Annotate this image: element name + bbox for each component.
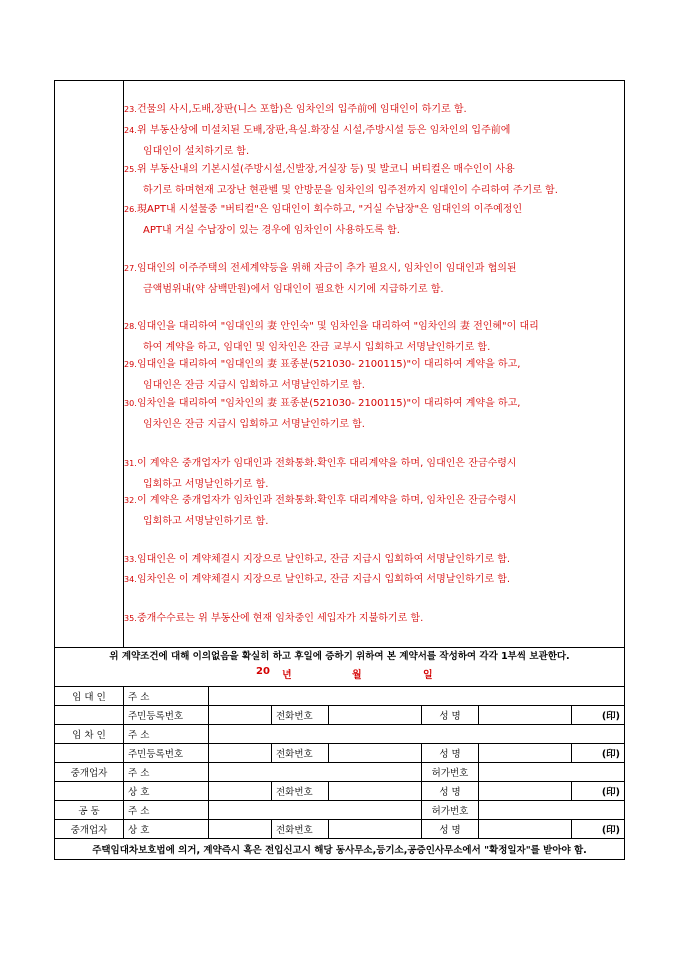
joint-agent-company-field[interactable] xyxy=(209,820,272,839)
clause-26 xyxy=(124,199,624,241)
clause-text: 임대인의 이주주택의 전세계약등을 위해 자금이 추가 필요시, 임차인이 임대인과 협의된 xyxy=(137,263,517,274)
clause-number: 25. xyxy=(124,165,137,174)
clause-text: 임대인을 대리하여 "임대인의 妻 안인숙" 및 임차인을 대리하여 "임차인의 妻 전인혜"이 대리 xyxy=(137,321,539,332)
name-label: 성 명 xyxy=(422,782,479,801)
clause-number: 26. xyxy=(124,205,137,214)
landlord-label: 임 대 인 xyxy=(55,687,124,706)
phone-label: 전화번호 xyxy=(272,744,329,763)
clause-text: 위 부동산내의 기본시설(주방시설,신발장,거실장 등) 및 발코니 버티컬은 매수인이 사용 xyxy=(137,164,515,175)
agent-name-field[interactable] xyxy=(479,782,572,801)
notice-text: 위 계약조건에 대해 이의없음을 확실히 하고 후일에 증하기 위하여 본 계약서를 작성하여 각각 1부씩 보관한다. xyxy=(109,651,570,662)
date-day-unit: 일 xyxy=(423,670,433,681)
agent-phone-field[interactable] xyxy=(329,782,422,801)
clause-text: APT내 거실 수납장이 있는 경우에 임차인이 사용하도록 함. xyxy=(143,225,400,236)
clause-33 xyxy=(124,549,624,570)
clause-28 xyxy=(124,316,624,358)
joint-agent-address-field[interactable] xyxy=(209,801,422,820)
joint-agent-label-2: 중개업자 xyxy=(55,820,124,839)
joint-agent-info-row xyxy=(55,820,625,839)
agent-info-row xyxy=(55,782,625,801)
landlord-phone-field[interactable] xyxy=(329,706,422,725)
clause-text: 이 계약은 중개업자가 임대인과 전화통화.확인후 대리계약을 하며, 임대인은 잔금수령시 xyxy=(137,458,517,469)
landlord-name-field[interactable] xyxy=(479,706,572,725)
address-label: 주 소 xyxy=(124,725,209,744)
clause-number: 24. xyxy=(124,126,137,135)
clause-text: 입회하고 서명날인하기로 함. xyxy=(143,479,269,490)
tenant-address-row xyxy=(55,725,625,744)
clause-text: 입회하고 서명날인하기로 함. xyxy=(143,516,269,527)
agent-label: 중개업자 xyxy=(55,763,124,782)
clause-34 xyxy=(124,569,624,590)
license-label: 허가번호 xyxy=(422,801,479,820)
clause-text: 임차인은 이 계약체결시 지장으로 날인하고, 잔금 지급시 입회하여 서명날인하기로 함. xyxy=(137,574,511,585)
parties-table xyxy=(54,686,625,839)
tenant-phone-field[interactable] xyxy=(329,744,422,763)
clause-number: 30. xyxy=(124,399,137,408)
clause-text: 現APT내 시설물중 "버티컬"은 임대인이 회수하고, "거실 수납장"은 임대인의 이주예정인 xyxy=(137,204,523,215)
clause-number: 23. xyxy=(124,105,137,114)
clause-number: 34. xyxy=(124,575,137,584)
phone-label: 전화번호 xyxy=(272,820,329,839)
clause-number: 28. xyxy=(124,322,137,331)
tenant-address-field[interactable] xyxy=(209,725,625,744)
landlord-address-row xyxy=(55,687,625,706)
clause-30 xyxy=(124,393,624,435)
tenant-label: 임 차 인 xyxy=(55,725,124,744)
seal-mark: (印) xyxy=(572,744,625,763)
tenant-reg-no-field[interactable] xyxy=(209,744,272,763)
name-label: 성 명 xyxy=(422,820,479,839)
clause-25 xyxy=(124,159,624,201)
clause-31 xyxy=(124,453,624,495)
agent-license-field[interactable] xyxy=(479,763,625,782)
agent-company-field[interactable] xyxy=(209,782,272,801)
clause-text: 임대인을 대리하여 "임대인의 妻 표종분(521030- 2100115)"이 대리하여 계약을 하고, xyxy=(137,359,521,370)
clause-number: 33. xyxy=(124,555,137,564)
clause-text: 위 부동산상에 미설치된 도배,장판,욕실.화장실 시설,주방시설 등은 임차인의 입주前에 xyxy=(137,125,511,136)
clause-text: 하기로 하며현재 고장난 현관벨 및 안방문을 임차인의 입주전까지 임대인이 수리하여 주기로 함. xyxy=(143,185,558,196)
name-label: 성 명 xyxy=(422,706,479,725)
seal-mark: (印) xyxy=(572,706,625,725)
clause-number: 32. xyxy=(124,496,137,505)
joint-agent-label: 공 동 xyxy=(55,801,124,820)
tenant-info-row xyxy=(55,744,625,763)
landlord-address-field[interactable] xyxy=(209,687,625,706)
tenant-label-cont xyxy=(55,744,124,763)
reg-no-label: 주민등록번호 xyxy=(124,706,209,725)
agent-label-cont xyxy=(55,782,124,801)
address-label: 주 소 xyxy=(124,801,209,820)
clause-29 xyxy=(124,354,624,396)
joint-agent-address-row xyxy=(55,801,625,820)
clause-text: 임대인은 잔금 지급시 입회하고 서명날인하기로 함. xyxy=(143,380,365,391)
seal-mark: (印) xyxy=(572,782,625,801)
company-label: 상 호 xyxy=(124,782,209,801)
date-year-unit: 년 xyxy=(282,670,292,681)
reg-no-label: 주민등록번호 xyxy=(124,744,209,763)
company-label: 상 호 xyxy=(124,820,209,839)
license-label: 허가번호 xyxy=(422,763,479,782)
seal-mark: (印) xyxy=(572,820,625,839)
name-label: 성 명 xyxy=(422,744,479,763)
clause-32 xyxy=(124,490,624,532)
date-month-unit: 월 xyxy=(352,670,362,681)
clause-text: 임대인은 이 계약체결시 지장으로 날인하고, 잔금 지급시 입회하여 서명날인하기로 함. xyxy=(137,554,511,565)
clause-text: 임차인을 대리하여 "임차인의 妻 표종분(521030- 2100115)"이 대리하여 계약을 하고, xyxy=(137,398,521,409)
agent-address-field[interactable] xyxy=(209,763,422,782)
clause-text: 하여 계약을 하고, 임대인 및 임차인은 잔금 교부시 입회하고 서명날인하기로 함. xyxy=(143,342,491,353)
clause-number: 35. xyxy=(124,614,137,623)
agent-address-row xyxy=(55,763,625,782)
address-label: 주 소 xyxy=(124,763,209,782)
tenant-name-field[interactable] xyxy=(479,744,572,763)
footer-note: 주택임대차보호법에 의거, 계약즉시 혹은 전입신고시 해당 동사무소,등기소,공증인사무소에서 "확정일자"를 받아야 함. xyxy=(92,845,587,856)
left-margin-column xyxy=(54,80,124,647)
phone-label: 전화번호 xyxy=(272,706,329,725)
clause-number: 27. xyxy=(124,264,137,273)
clause-text: 중개수수료는 위 부동산에 현재 임차중인 세입자가 지불하기로 함. xyxy=(137,613,424,624)
clause-text: 임차인은 잔금 지급시 입회하고 서명날인하기로 함. xyxy=(143,419,365,430)
clause-23 xyxy=(124,99,624,120)
clause-text: 이 계약은 중개업자가 임차인과 전화통화.확인후 대리계약을 하며, 임차인은 잔금수령시 xyxy=(137,495,517,506)
joint-agent-phone-field[interactable] xyxy=(329,820,422,839)
phone-label: 전화번호 xyxy=(272,782,329,801)
clause-24 xyxy=(124,120,624,162)
clause-text: 금액범위내(약 삼백만원)에서 임대인이 필요한 시기에 지급하기로 함. xyxy=(143,284,444,295)
clause-27 xyxy=(124,258,624,300)
landlord-label-cont xyxy=(55,706,124,725)
landlord-reg-no-field[interactable] xyxy=(209,706,272,725)
joint-agent-license-field[interactable] xyxy=(479,801,625,820)
joint-agent-name-field[interactable] xyxy=(479,820,572,839)
clause-text: 임대인이 설치하기로 함. xyxy=(143,146,250,157)
clause-text: 건물의 사시,도배,장판(니스 포함)은 임차인의 입주前에 임대인이 하기로 함. xyxy=(137,104,467,115)
clause-number: 31. xyxy=(124,459,137,468)
clause-number: 29. xyxy=(124,360,137,369)
date-year: 20 xyxy=(256,666,270,677)
landlord-info-row xyxy=(55,706,625,725)
address-label: 주 소 xyxy=(124,687,209,706)
clause-35 xyxy=(124,608,624,629)
